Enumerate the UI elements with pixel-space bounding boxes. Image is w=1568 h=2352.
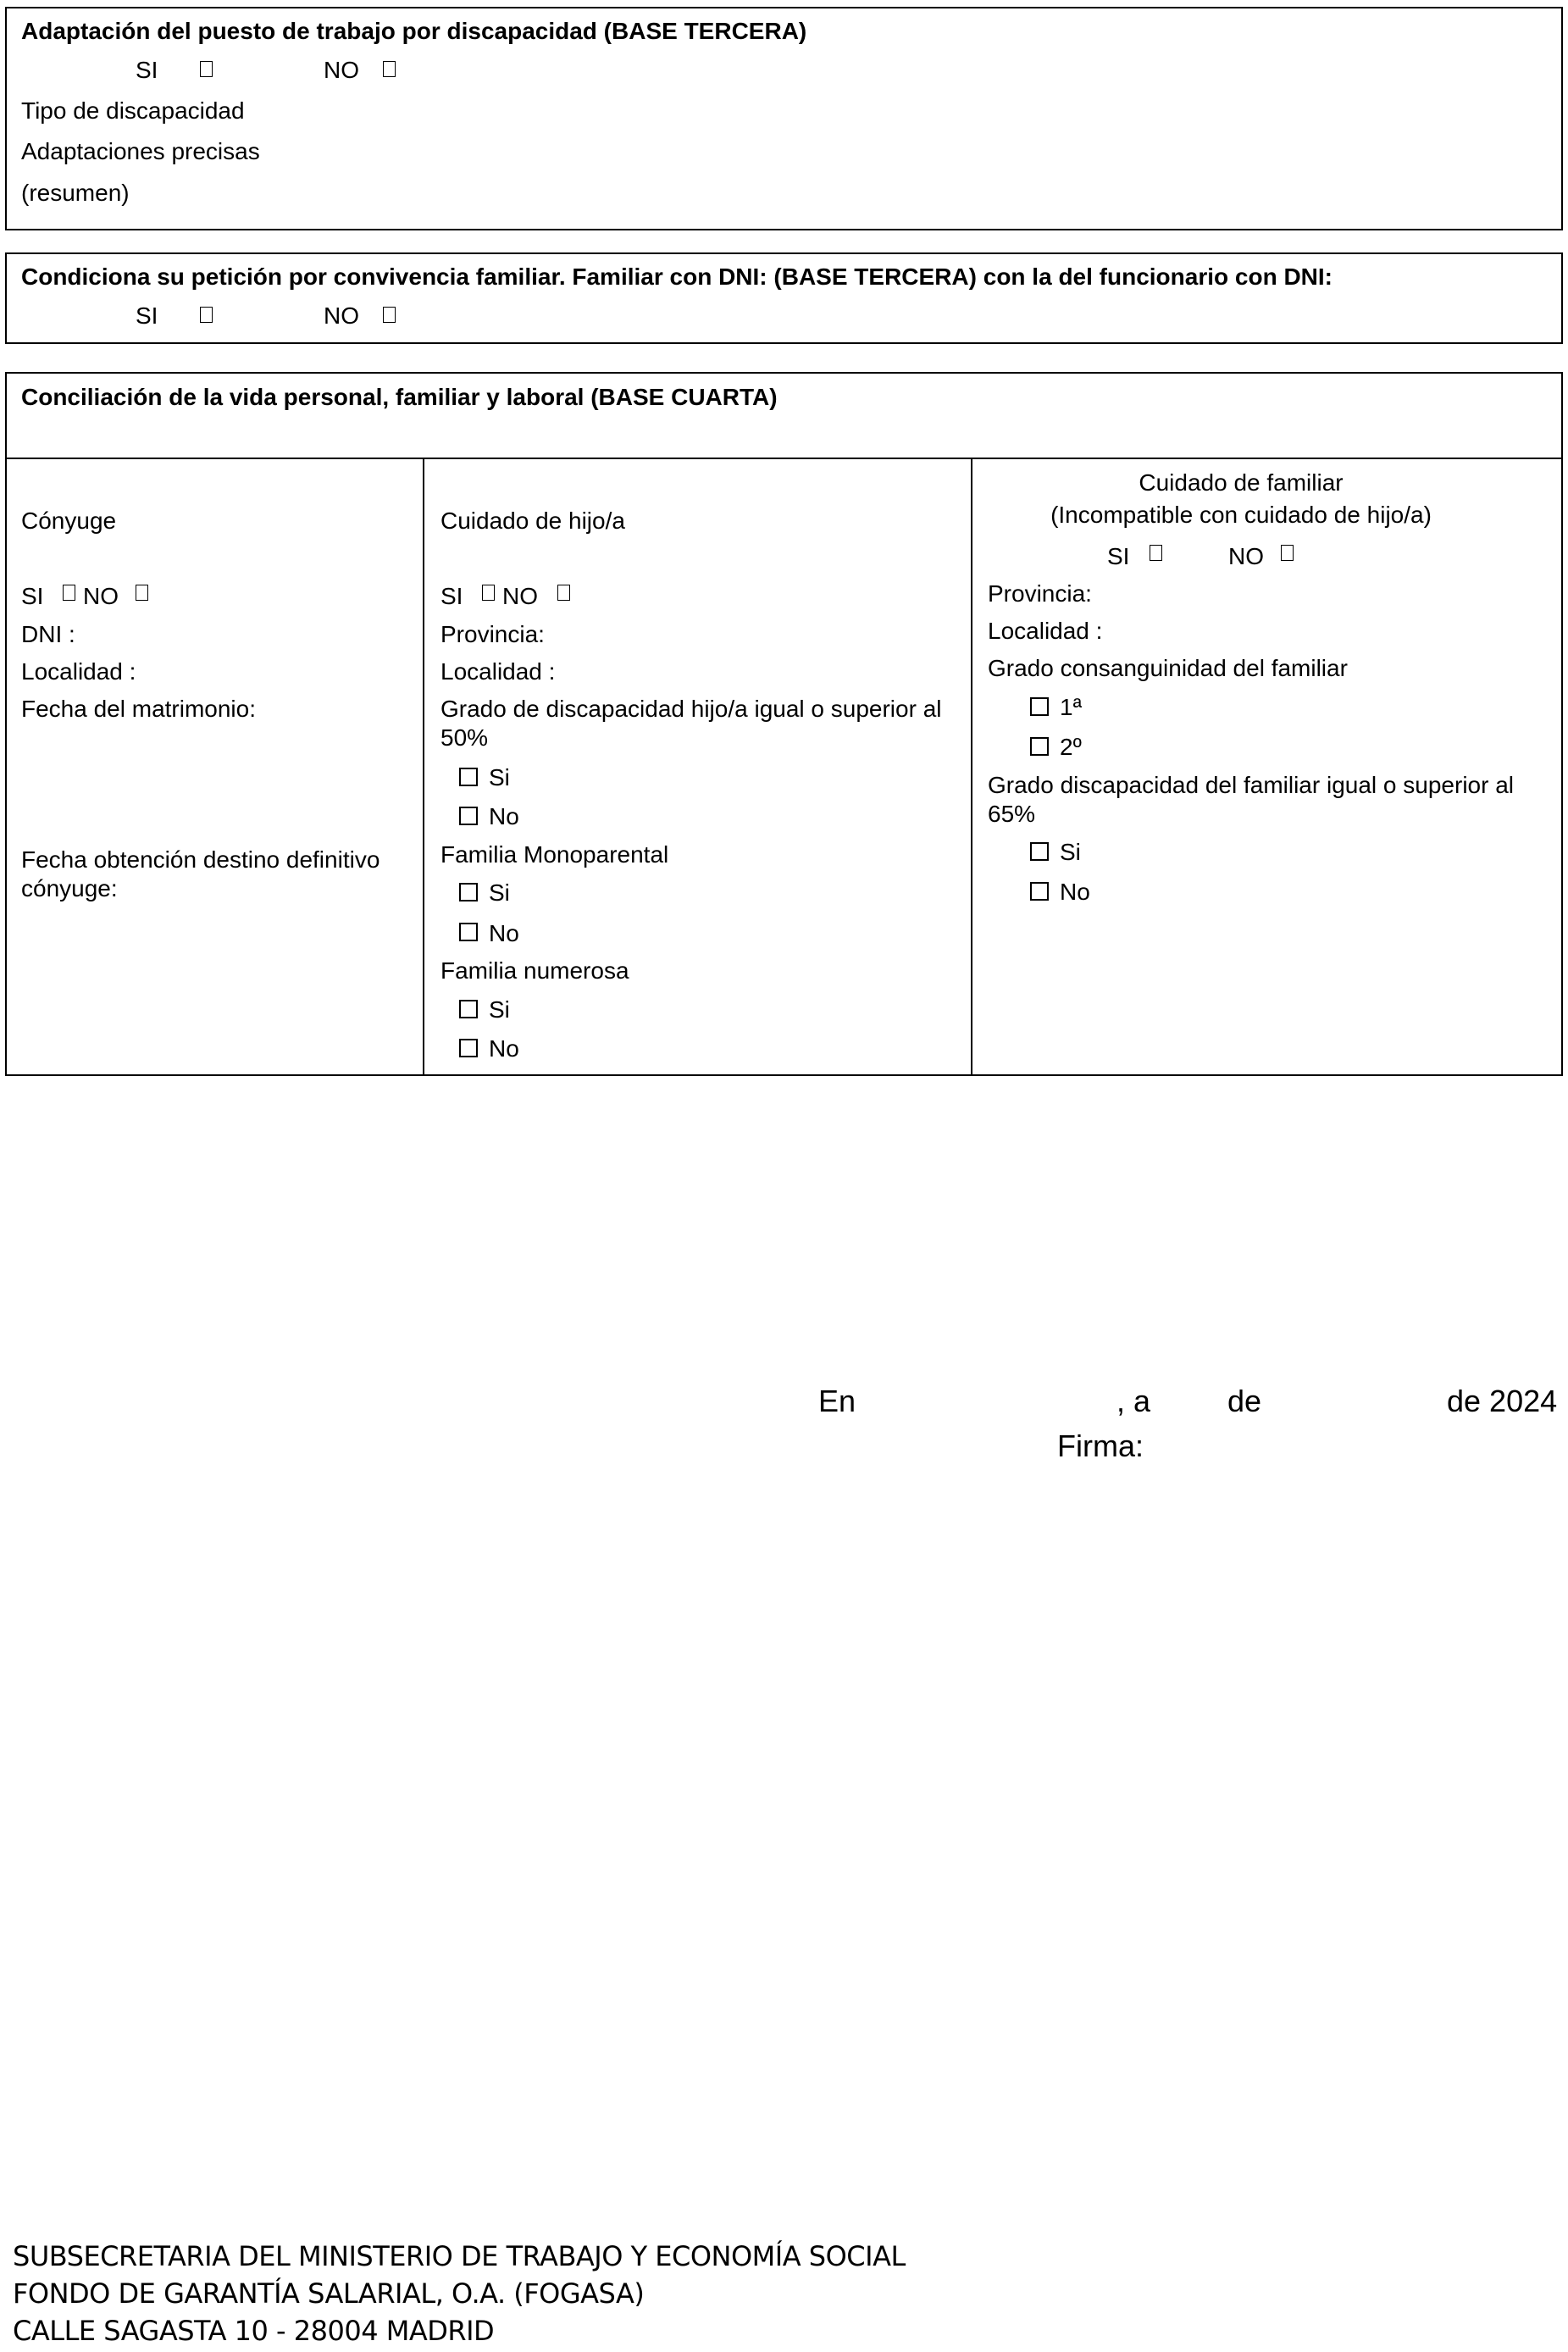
hijo-si-label: SI bbox=[440, 583, 463, 609]
familiar-grado-no-checkbox[interactable] bbox=[1030, 882, 1049, 901]
familiar-no-checkbox[interactable] bbox=[1281, 545, 1294, 561]
familiar-provincia-label: Provincia: bbox=[988, 580, 1092, 607]
hijo-numerosa-si-label: Si bbox=[489, 996, 510, 1023]
conyuge-header: Cónyuge bbox=[21, 508, 117, 534]
familiar-segundo-label: 2º bbox=[1060, 734, 1082, 760]
hijo-no-checkbox[interactable] bbox=[557, 585, 570, 601]
adaptacion-no-label: NO bbox=[324, 57, 359, 83]
signature-en-label: En bbox=[818, 1384, 856, 1418]
adaptacion-si-checkbox[interactable] bbox=[200, 61, 213, 77]
hijo-grado-si-label: Si bbox=[489, 764, 510, 790]
signature-firma-label: Firma: bbox=[1057, 1428, 1144, 1463]
adaptacion-title: Adaptación del puesto de trabajo por discapacidad (BASE TERCERA) bbox=[21, 18, 807, 44]
hijo-monoparental-label: Familia Monoparental bbox=[440, 841, 669, 868]
familiar-grado-discapacidad-label: Grado discapacidad del familiar igual o superior al 65% bbox=[988, 772, 1515, 827]
conyuge-no-checkbox[interactable] bbox=[136, 585, 148, 601]
conciliacion-col-divider-1 bbox=[423, 458, 424, 1076]
adaptaciones-label: Adaptaciones precisas bbox=[21, 138, 260, 164]
familiar-si-label: SI bbox=[1107, 543, 1130, 569]
conyuge-fecha-destino-label: Fecha obtención destino definitivo cónyuge: bbox=[21, 846, 380, 901]
tipo-discapacidad-label: Tipo de discapacidad bbox=[21, 97, 245, 124]
signature-de-label: de bbox=[1227, 1384, 1262, 1418]
familiar-grado-no-label: No bbox=[1060, 879, 1090, 905]
hijo-localidad-label: Localidad : bbox=[440, 658, 556, 685]
familiar-no-label: NO bbox=[1228, 543, 1264, 569]
familiar-grado-si-label: Si bbox=[1060, 839, 1081, 865]
convivencia-no-label: NO bbox=[324, 302, 359, 329]
footer-line-2: FONDO DE GARANTÍA SALARIAL, O.A. (FOGASA) bbox=[13, 2277, 645, 2310]
familiar-grado-si-checkbox[interactable] bbox=[1030, 842, 1049, 861]
adaptacion-si-label: SI bbox=[136, 57, 158, 83]
conyuge-no-label: NO bbox=[83, 583, 119, 609]
resumen-label: (resumen) bbox=[21, 180, 130, 206]
hijo-numerosa-si-checkbox[interactable] bbox=[459, 1000, 478, 1018]
hijo-grado-si-checkbox[interactable] bbox=[459, 768, 478, 786]
conciliacion-title: Conciliación de la vida personal, familiar y laboral (BASE CUARTA) bbox=[21, 384, 778, 410]
hijo-grado-no-label: No bbox=[489, 803, 519, 829]
conyuge-si-label: SI bbox=[21, 583, 44, 609]
footer-line-3: CALLE SAGASTA 10 - 28004 MADRID bbox=[13, 2315, 495, 2347]
hijo-header: Cuidado de hijo/a bbox=[440, 508, 625, 534]
conyuge-fecha-matrimonio-label: Fecha del matrimonio: bbox=[21, 696, 257, 722]
hijo-grado-label: Grado de discapacidad hijo/a igual o superior al 50% bbox=[440, 696, 942, 751]
familiar-header-line1: Cuidado de familiar bbox=[1139, 469, 1344, 496]
conyuge-si-checkbox[interactable] bbox=[63, 585, 75, 601]
convivencia-title: Condiciona su petición por convivencia familiar. Familiar con DNI: (BASE TERCERA) con la del funcionario con DNI: bbox=[21, 263, 1333, 290]
hijo-si-checkbox[interactable] bbox=[482, 585, 495, 601]
hijo-monoparental-no-label: No bbox=[489, 920, 519, 946]
familiar-primero-label: 1ª bbox=[1060, 694, 1082, 720]
conyuge-localidad-label: Localidad : bbox=[21, 658, 136, 685]
conyuge-dni-label: DNI : bbox=[21, 621, 75, 647]
familiar-localidad-label: Localidad : bbox=[988, 618, 1103, 644]
conciliacion-header-divider bbox=[5, 458, 1563, 459]
hijo-numerosa-no-label: No bbox=[489, 1035, 519, 1062]
hijo-numerosa-label: Familia numerosa bbox=[440, 957, 629, 984]
hijo-grado-no-checkbox[interactable] bbox=[459, 807, 478, 825]
familiar-segundo-checkbox[interactable] bbox=[1030, 737, 1049, 756]
hijo-monoparental-no-checkbox[interactable] bbox=[459, 923, 478, 941]
conciliacion-col-divider-2 bbox=[971, 458, 972, 1076]
hijo-monoparental-si-label: Si bbox=[489, 879, 510, 906]
signature-year-label: de 2024 bbox=[1447, 1384, 1558, 1418]
footer-line-1: SUBSECRETARIA DEL MINISTERIO DE TRABAJO Y ECONOMÍA SOCIAL bbox=[13, 2240, 906, 2272]
hijo-no-label: NO bbox=[502, 583, 538, 609]
convivencia-si-label: SI bbox=[136, 302, 158, 329]
familiar-header-line2: (Incompatible con cuidado de hijo/a) bbox=[1050, 502, 1432, 528]
familiar-primero-checkbox[interactable] bbox=[1030, 697, 1049, 716]
convivencia-si-checkbox[interactable] bbox=[200, 307, 213, 323]
convivencia-no-checkbox[interactable] bbox=[383, 307, 396, 323]
hijo-monoparental-si-checkbox[interactable] bbox=[459, 883, 478, 901]
familiar-consanguinidad-label: Grado consanguinidad del familiar bbox=[988, 655, 1348, 681]
familiar-si-checkbox[interactable] bbox=[1150, 545, 1162, 561]
adaptacion-no-checkbox[interactable] bbox=[383, 61, 396, 77]
hijo-provincia-label: Provincia: bbox=[440, 621, 545, 647]
signature-a-label: , a bbox=[1116, 1384, 1151, 1418]
hijo-numerosa-no-checkbox[interactable] bbox=[459, 1039, 478, 1057]
